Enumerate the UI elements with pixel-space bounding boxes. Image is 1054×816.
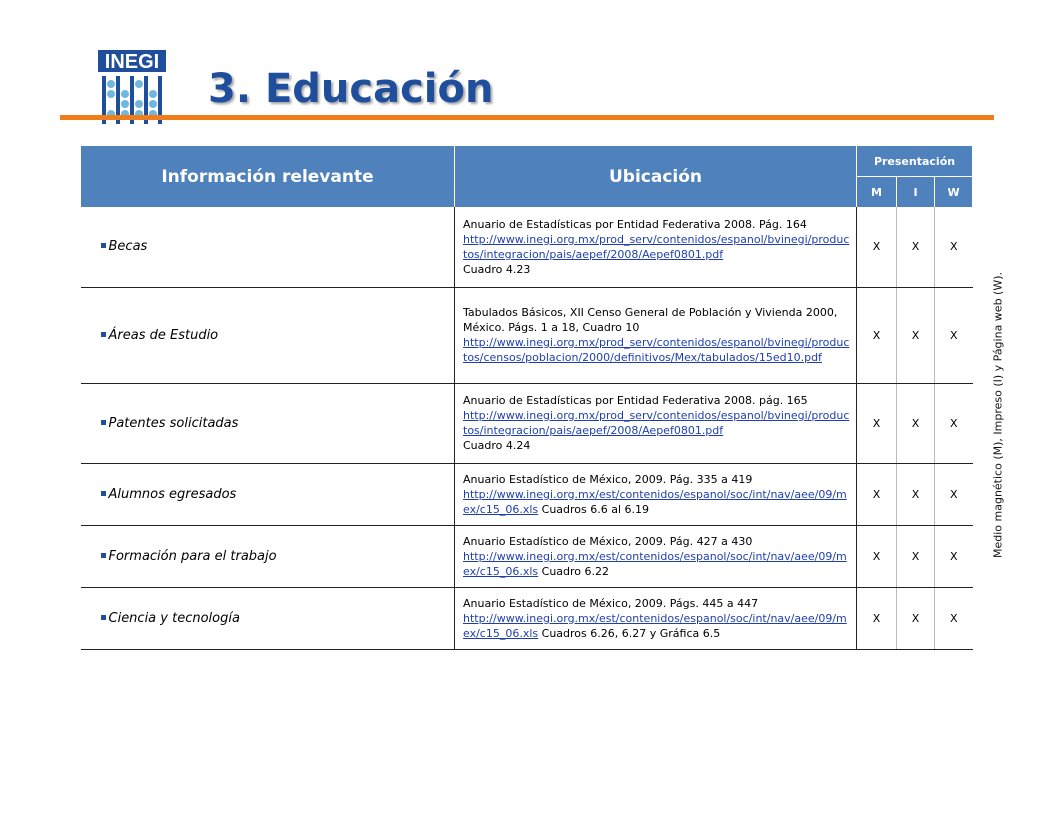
location-cell	[455, 287, 857, 383]
mark-w: X	[935, 383, 973, 463]
topic-cell	[81, 207, 455, 287]
mark-m: X	[857, 207, 897, 287]
header-m: M	[857, 177, 897, 208]
table-row	[81, 525, 973, 587]
source-link[interactable]: http://www.inegi.org.mx/prod_serv/contenidos/espanol/bvinegi/productos/integracion/pais/aepef/2008/Aepef0801.pdf	[463, 232, 850, 261]
header-i: I	[897, 177, 935, 208]
source-link[interactable]: http://www.inegi.org.mx/est/contenidos/espanol/soc/int/nav/aee/09/mex/c15_06.xls	[463, 487, 847, 516]
source-text: Anuario Estadístico de México, 2009. Pág. 427 a 430	[463, 534, 753, 548]
education-table	[80, 146, 973, 650]
mark-i: X	[897, 463, 935, 525]
topic-cell	[81, 383, 455, 463]
source-link[interactable]: http://www.inegi.org.mx/est/contenidos/espanol/soc/int/nav/aee/09/mex/c15_06.xls	[463, 549, 847, 578]
topic-cell	[81, 587, 455, 649]
source-text: Anuario de Estadísticas por Entidad Federativa 2008. Pág. 164	[463, 217, 807, 231]
topic-label: Formación para el trabajo	[108, 548, 277, 564]
location-cell	[455, 463, 857, 525]
bullet-icon	[101, 420, 106, 425]
bullet-icon	[101, 243, 106, 248]
topic-label: Áreas de Estudio	[108, 327, 219, 343]
mark-w: X	[935, 587, 973, 649]
source-text: Anuario Estadístico de México, 2009. Págs. 445 a 447	[463, 596, 759, 610]
topic-label: Becas	[108, 239, 148, 255]
source-text: Anuario de Estadísticas por Entidad Federativa 2008. pág. 165	[463, 394, 808, 407]
topic-label: Patentes solicitadas	[108, 415, 239, 431]
mark-i: X	[897, 587, 935, 649]
location-cell	[455, 383, 857, 463]
mark-m: X	[857, 383, 897, 463]
header-w: W	[935, 177, 973, 208]
table-row	[81, 287, 973, 383]
side-note-text: Medio magnético (M), Impreso (I) y Página web (W).	[991, 271, 1005, 559]
bullet-icon	[101, 615, 106, 620]
note-text: Cuadro 6.22	[541, 564, 610, 578]
source-link[interactable]: http://www.inegi.org.mx/prod_serv/contenidos/espanol/bvinegi/productos/censos/poblacion/2000/definitivos/Mex/tabulados/15ed10.pdf	[463, 336, 850, 364]
mark-w: X	[935, 463, 973, 525]
note-text: Cuadros 6.6 al 6.19	[541, 502, 650, 516]
table-row	[81, 207, 973, 287]
topic-cell	[81, 525, 455, 587]
header-info: Información relevante	[81, 146, 455, 207]
location-cell	[455, 207, 857, 287]
topic-cell	[81, 463, 455, 525]
source-link[interactable]: http://www.inegi.org.mx/est/contenidos/espanol/soc/int/nav/aee/09/mex/c15_06.xls	[463, 611, 847, 640]
bullet-icon	[101, 491, 106, 496]
note-text: Cuadros 6.26, 6.27 y Gráfica 6.5	[541, 626, 721, 640]
page-title: 3. Educación	[208, 66, 494, 112]
mark-m: X	[857, 525, 897, 587]
mark-w: X	[935, 525, 973, 587]
bullet-icon	[101, 332, 106, 337]
mark-m: X	[857, 287, 897, 383]
source-text: Tabulados Básicos, XII Censo General de Población y Vivienda 2000, México. Págs. 1 a 18, Cuadro 10	[463, 306, 838, 334]
location-cell	[455, 525, 857, 587]
note-text: Cuadro 4.24	[463, 439, 531, 452]
location-cell	[455, 587, 857, 649]
title-underline	[60, 115, 994, 120]
table-row	[81, 587, 973, 649]
mark-w: X	[935, 287, 973, 383]
side-note	[991, 271, 1014, 559]
mark-i: X	[897, 287, 935, 383]
table-row	[81, 383, 973, 463]
mark-m: X	[857, 463, 897, 525]
mark-i: X	[897, 383, 935, 463]
logo-text: INEGI	[104, 51, 160, 73]
mark-i: X	[897, 207, 935, 287]
topic-label: Alumnos egresados	[108, 486, 237, 502]
note-text: Cuadro 4.23	[463, 262, 531, 276]
mark-w: X	[935, 207, 973, 287]
mark-m: X	[857, 587, 897, 649]
mark-i: X	[897, 525, 935, 587]
table-row	[81, 463, 973, 525]
header-location: Ubicación	[455, 146, 857, 207]
source-link[interactable]: http://www.inegi.org.mx/prod_serv/contenidos/espanol/bvinegi/productos/integracion/pais/aepef/2008/Aepef0801.pdf	[463, 409, 850, 437]
topic-cell	[81, 287, 455, 383]
header-presentation: Presentación	[857, 146, 973, 177]
source-text: Anuario Estadístico de México, 2009. Pág. 335 a 419	[463, 472, 753, 486]
bullet-icon	[101, 553, 106, 558]
topic-label: Ciencia y tecnología	[108, 610, 240, 626]
